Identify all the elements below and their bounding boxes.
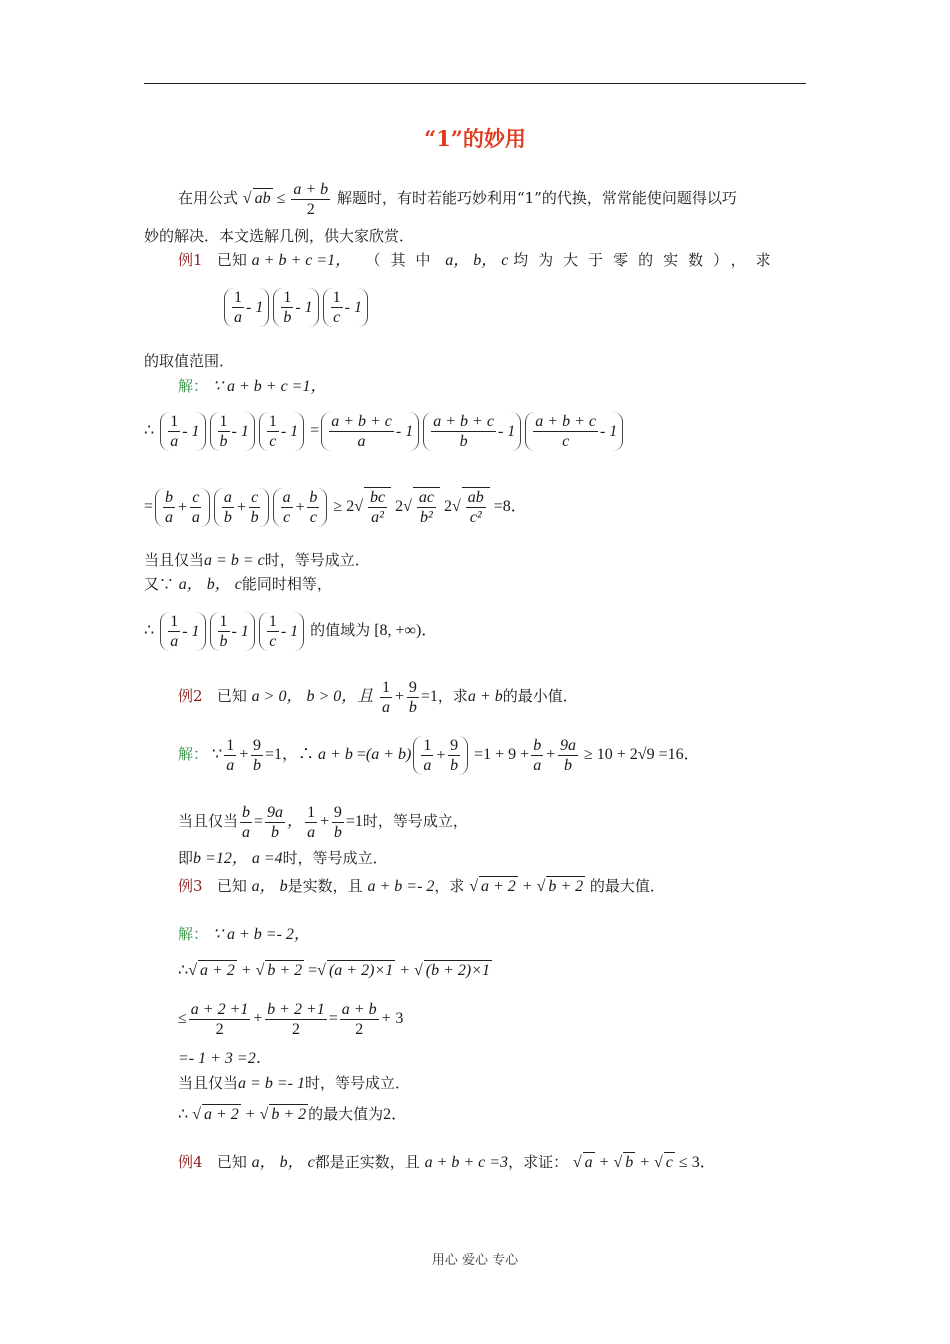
example-2-label: 例2 <box>178 687 203 706</box>
solution-2-label: 解： <box>178 745 209 764</box>
intro-line-1: 在用公式 √ ab ≤ $\frac{a + b}{2}$ 解题时，有时若能巧妙利用“1”的代换，常常能使问题得以巧 <box>178 181 737 218</box>
example-4-statement: 例4 已知 a， b， c都是正实数，且 a + b + c =3，求证： √ a + √ b + √ c ≤ 3． <box>178 1153 716 1171</box>
example-3-statement: 例3 已知 a， b是实数，且 a + b =- 2，求 √ a + 2 + √ b + 2 的最大值． <box>178 877 665 895</box>
solution-2-values: 即b =12， a =4时，等号成立． <box>178 849 388 867</box>
solution-1-equality: 当且仅当a = b = c时，等号成立． <box>144 551 370 569</box>
page-title: “1”的妙用 <box>424 126 526 151</box>
example-1-label: 例1 <box>178 251 203 269</box>
solution-1-step-1: ∴ $\frac{1}{a}$ - 1 $\frac{1}{b}$ - 1 $\frac{1}{c}$ - 1 = $\frac{a + b + c}{a}$ - 1 $\frac{a + b + c}{b}$ - 1 $\frac{a + b + c}{c}$ - 1 <box>144 412 625 451</box>
example-4-label: 例4 <box>178 1153 203 1171</box>
solution-1-also: 又∵ a， b， c能同时相等， <box>144 575 332 593</box>
solution-2-step-1: 解： ∵ $\frac{1}{a}$ + $\frac{9}{b}$ =1，∴ a + b =(a + b) $\frac{1}{a}$ + $\frac{9}{b}$ =1 + 9 + $\frac{b}{a}$ + $\frac{9a}{b}$ ≥ 10 + 2√9 =16． <box>178 737 700 774</box>
solution-3-conclusion: ∴ √ a + 2 + √ b + 2 的最大值为2． <box>178 1105 408 1123</box>
formula-am-gm: √ ab ≤ $\frac{a + b}{2}$ <box>242 181 329 218</box>
header-rule <box>144 83 806 84</box>
solution-3-start: 解： ∵ a + b =- 2， <box>178 925 310 943</box>
example-1-question-tail: 的取值范围． <box>144 352 235 370</box>
solution-3-equality: 当且仅当a = b =- 1时，等号成立． <box>178 1074 410 1092</box>
intro-line-2: 妙的解决．本文选解几例，供大家欣赏． <box>144 227 415 245</box>
solution-3-step-1: ∴√ a + 2 + √ b + 2 =√ (a + 2)×1 + √ (b + 2)×1 <box>178 962 491 979</box>
example-3-label: 例3 <box>178 877 203 895</box>
solution-1-step-2: = $\frac{b}{a}$ + $\frac{c}{a}$ $\frac{a}{b}$ + $\frac{c}{b}$ $\frac{a}{c}$ + $\frac{b}{c}$ ≥ 2√ $\frac{bc}{\text{a²}}$ 2√ $\frac{ac}{\text{b²}}$ 2√ $\frac{ab}{\text{c²}}$ =8． <box>144 489 527 526</box>
page-footer: 用心 爱心 专心 <box>431 1253 519 1268</box>
example-1-solution-start: 解： ∵ a + b + c =1， <box>178 377 327 395</box>
solution-3-step-2: ≤ $\frac{a + 2 +1}{2}$ + $\frac{b + 2 +1}{2}$ = $\frac{a + b}{2}$ + 3 <box>178 1001 404 1038</box>
example-1-expression: $\frac{1}{a}$ - 1 $\frac{1}{b}$ - 1 $\frac{1}{c}$ - 1 <box>222 288 370 327</box>
solution-3-label: 解： <box>178 925 209 943</box>
example-1-statement: 例1 已知 a + b + c =1， （其中 a， b， c 均为大于零的实数），求 <box>178 251 781 269</box>
example-2-statement: 例2 已知 a > 0， b > 0，且 $\frac{1}{a}$ + $\frac{9}{b}$ =1，求a + b的最小值． <box>178 679 578 716</box>
solution-3-step-3: =- 1 + 3 =2． <box>178 1050 272 1067</box>
solution-1-range: ∴ $\frac{1}{a}$ - 1 $\frac{1}{b}$ - 1 $\frac{1}{c}$ - 1 的值域为 [8, +∞)． <box>144 613 438 650</box>
solution-1-label: 解： <box>178 377 209 395</box>
solution-2-equality: 当且仅当 $\frac{b}{a}$ = $\frac{9a}{b}$ ， $\frac{1}{a}$ + $\frac{9}{b}$ =1时，等号成立， <box>178 804 468 841</box>
